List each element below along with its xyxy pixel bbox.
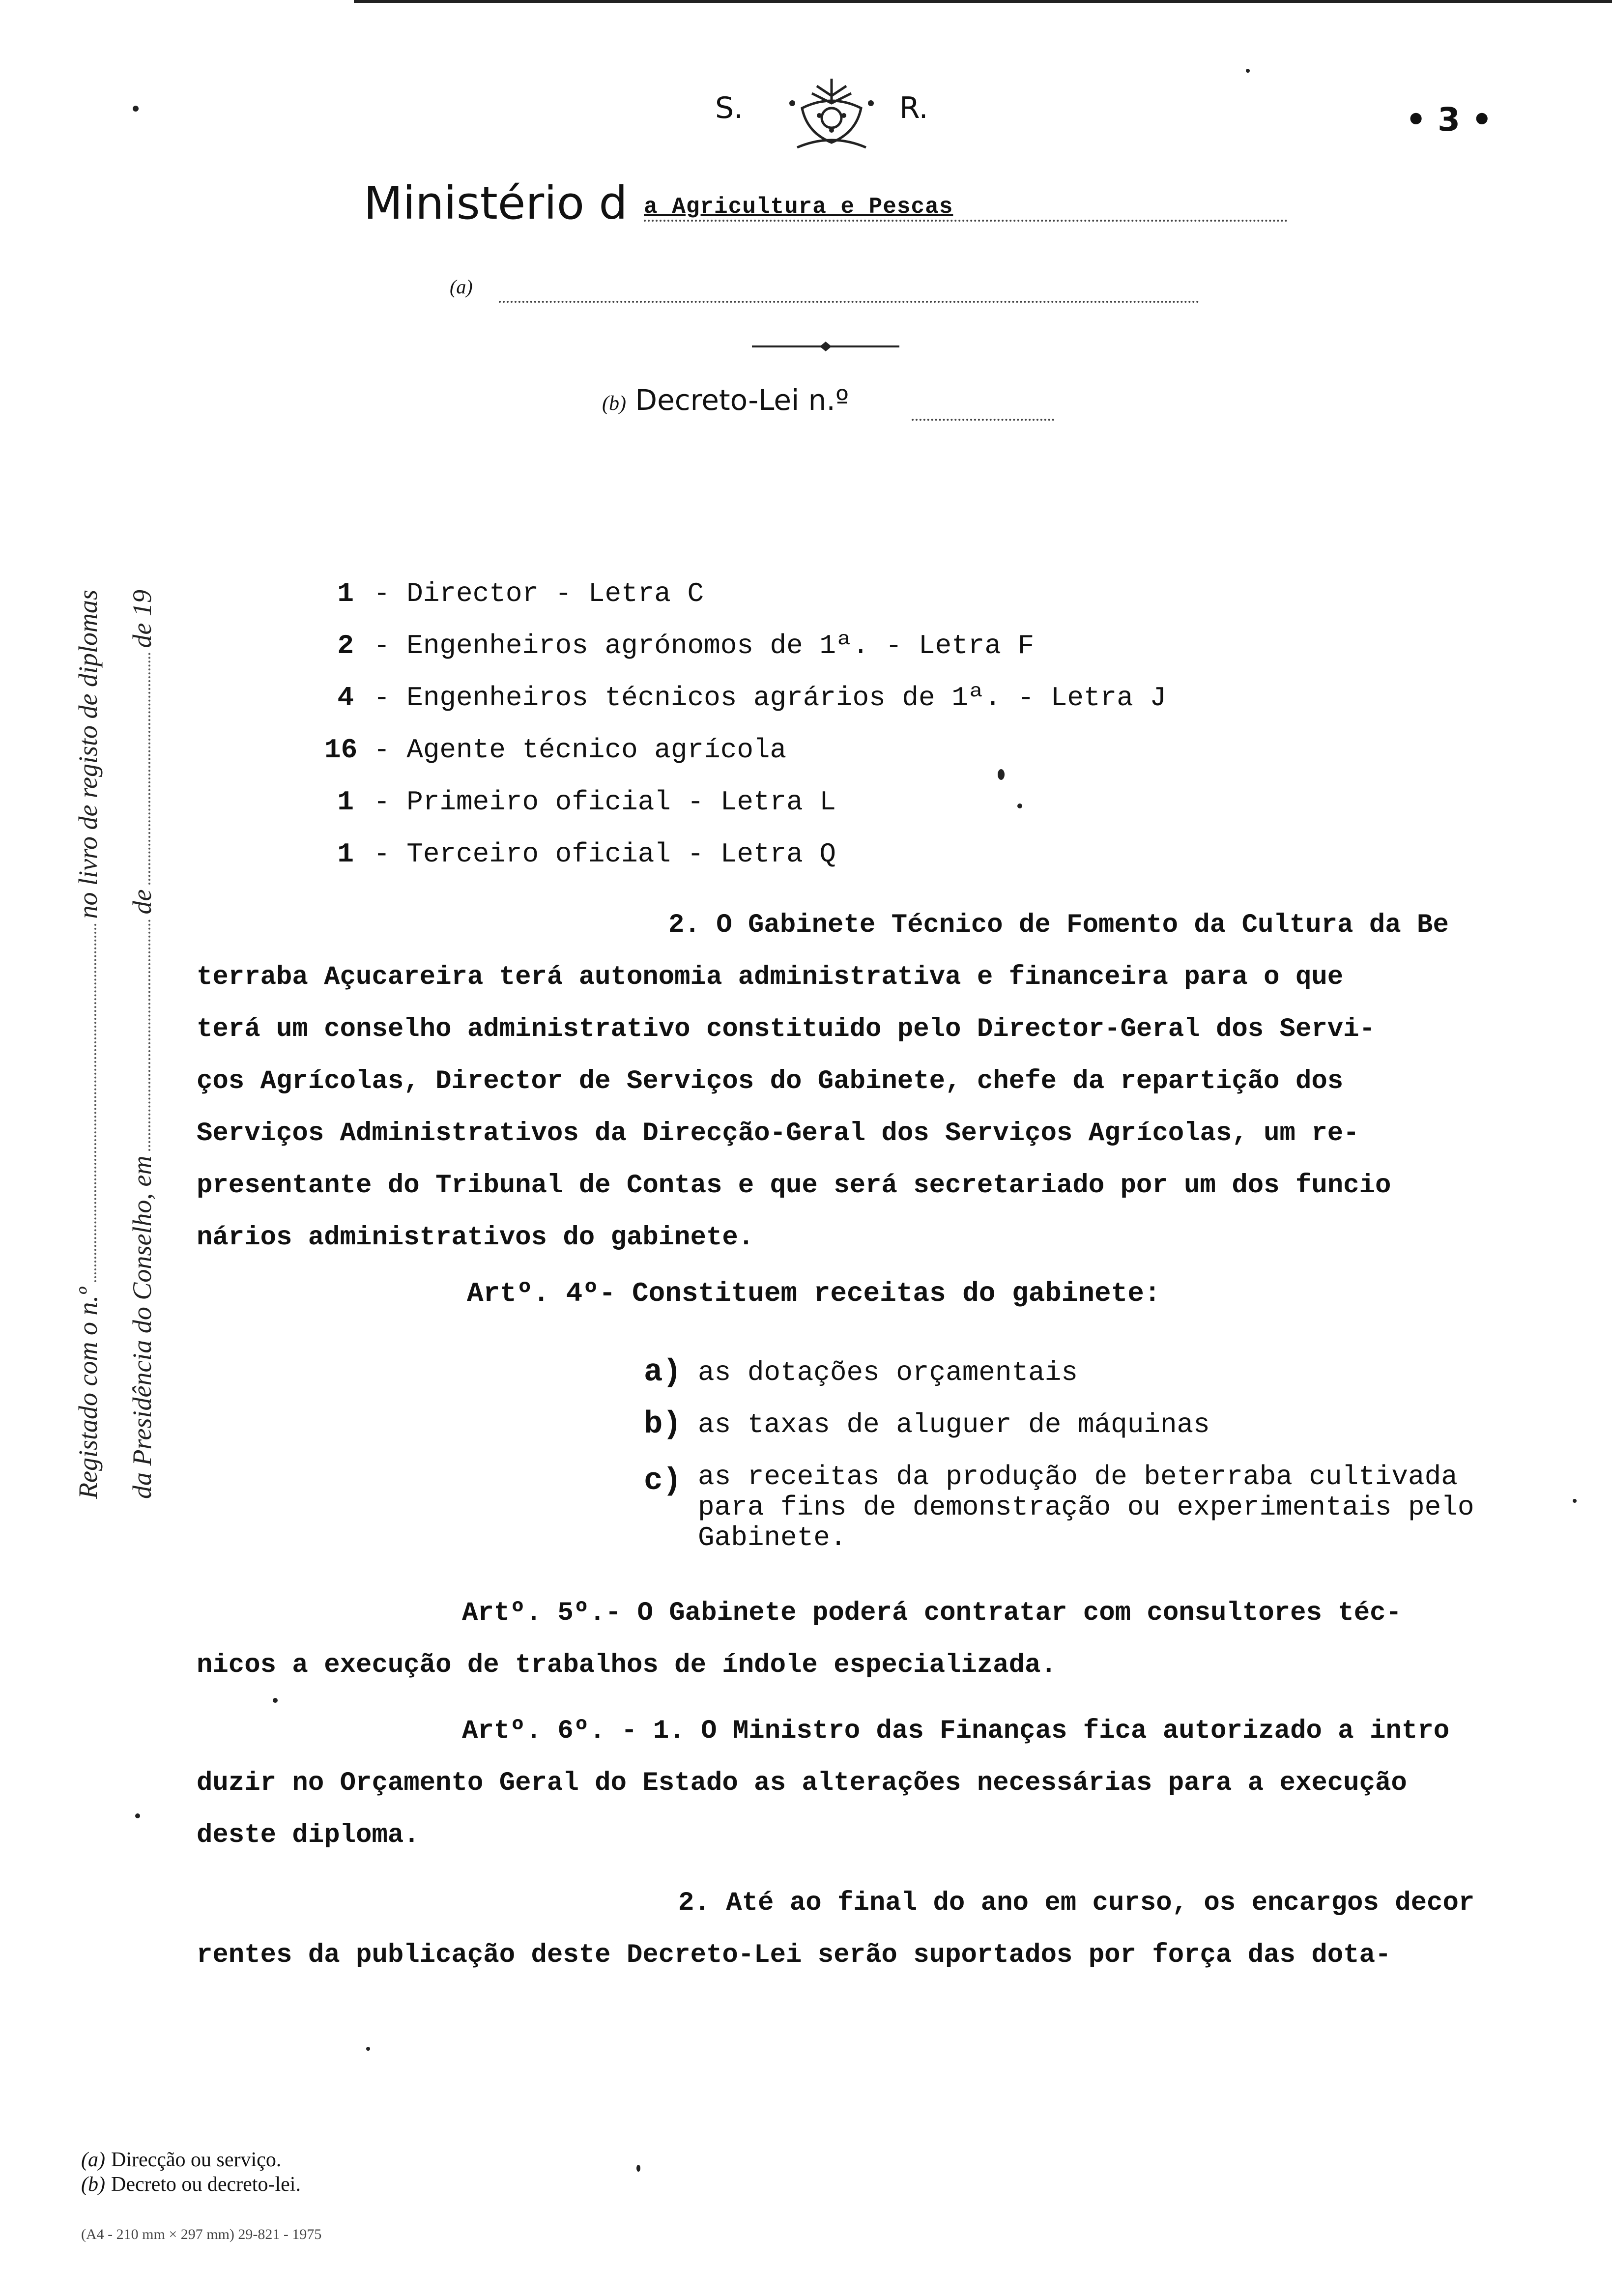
item-letter: a) xyxy=(644,1355,682,1390)
ministry-name: a Agricultura e Pescas xyxy=(644,194,1288,222)
list-item xyxy=(324,568,1307,620)
margin-de-19: de 19 xyxy=(127,589,157,648)
item-text-line: as receitas da produção de beterraba cultivada xyxy=(698,1461,1458,1492)
paragraph-line: Artº. 5º.- O Gabinete poderá contratar com consultores téc- xyxy=(462,1598,1402,1628)
decree-label-text: Decreto-Lei n.º xyxy=(635,383,849,417)
paragraph-line: presentante do Tribunal de Contas e que será secretariado por um dos funcio xyxy=(197,1171,1391,1201)
footnote-mark: (b) xyxy=(81,2173,105,2196)
paragraph-line: 2. Até ao final do ano em curso, os encargos decor xyxy=(678,1888,1475,1918)
footnote xyxy=(81,2148,301,2172)
staff-text: - Terceiro oficial - Letra Q xyxy=(374,838,836,870)
staff-qty: 1 xyxy=(337,838,354,870)
staff-text: - Engenheiros técnicos agrários de 1ª. - Letra J xyxy=(374,682,1167,714)
paragraph-line: nicos a execução de trabalhos de índole especializada. xyxy=(197,1650,1057,1680)
margin-livro: no livro de registo de diplomas xyxy=(73,590,103,919)
item-text: as taxas de aluguer de máquinas xyxy=(698,1409,1210,1440)
decree-footnote-mark: (b) xyxy=(602,392,626,415)
list-item xyxy=(324,620,1307,672)
list-item xyxy=(644,1399,1474,1451)
paragraph-line: duzir no Orçamento Geral do Estado as alterações necessárias para a execução xyxy=(197,1768,1407,1798)
list-item xyxy=(324,828,1307,880)
sr-right: R. xyxy=(899,91,928,125)
list-item xyxy=(324,672,1307,724)
paragraph-line: ços Agrícolas, Director de Serviços do Gabinete, chefe da repartição dos xyxy=(197,1066,1344,1096)
footnote xyxy=(81,2172,301,2197)
scan-speck xyxy=(273,1698,278,1703)
margin-dots xyxy=(148,919,150,1151)
paragraph-line: nários administrativos do gabinete. xyxy=(197,1223,754,1253)
margin-dots xyxy=(94,923,96,1282)
item-text-line: Gabinete. xyxy=(698,1522,847,1553)
revenue-list xyxy=(644,1347,1474,1553)
service-field-label: (a) xyxy=(450,276,473,298)
paragraph-line: Serviços Administrativos da Direcção-Geral dos Serviços Agrícolas, um re- xyxy=(197,1119,1359,1148)
paragraph-line: Artº. 6º. - 1. O Ministro das Finanças fica autorizado a intro xyxy=(462,1716,1450,1746)
list-item xyxy=(644,1462,1474,1553)
ministry-label: Ministério d xyxy=(364,177,628,230)
margin-registado: Registado com o n.º xyxy=(73,1287,103,1499)
divider-ornament-icon xyxy=(752,339,899,354)
list-item xyxy=(644,1347,1474,1399)
scan-speck xyxy=(1573,1499,1577,1503)
footnotes xyxy=(81,2148,301,2197)
staff-qty: 1 xyxy=(337,578,354,609)
service-field-line xyxy=(499,301,1199,303)
page-number: • 3 • xyxy=(1406,101,1493,139)
margin-dots xyxy=(148,653,150,884)
sr-left: S. xyxy=(715,91,744,125)
margin-row-presidencia xyxy=(103,590,157,1499)
scan-speck xyxy=(133,106,139,112)
article-4-heading: Artº. 4º- Constituem receitas do gabinete: xyxy=(467,1278,1161,1309)
coat-of-arms-icon xyxy=(782,74,881,157)
paragraph-line: rentes da publicação deste Decreto-Lei serão suportados por força das dota- xyxy=(197,1940,1391,1970)
footnote-text: Decreto ou decreto-lei. xyxy=(111,2173,301,2196)
decree-label xyxy=(602,383,849,417)
footnote-mark: (a) xyxy=(81,2149,105,2171)
article-6 xyxy=(197,1705,1449,1862)
paragraph-line: terraba Açucareira terá autonomia administrativa e financeira para o que xyxy=(197,962,1344,992)
scan-speck xyxy=(135,1813,140,1818)
decree-number-line xyxy=(912,419,1054,421)
registration-margin xyxy=(49,590,206,1523)
footnote-text: Direcção ou serviço. xyxy=(111,2149,282,2171)
staff-qty: 16 xyxy=(324,734,358,766)
scan-speck xyxy=(1017,804,1022,808)
article-5 xyxy=(197,1587,1402,1692)
paragraph-line: deste diploma. xyxy=(197,1820,420,1850)
item-letter: b) xyxy=(644,1407,682,1442)
staff-text: - Primeiro oficial - Letra L xyxy=(374,786,836,818)
paragraph-2 xyxy=(197,899,1553,1264)
article-6-paragraph-2 xyxy=(197,1877,1474,1981)
staff-text: - Director - Letra C xyxy=(374,578,704,609)
item-text-block xyxy=(698,1462,1474,1553)
scan-speck xyxy=(1246,69,1250,73)
paragraph-line: 2. O Gabinete Técnico de Fomento da Cultura da Be xyxy=(668,910,1449,940)
margin-presidencia: da Presidência do Conselho, em xyxy=(127,1155,157,1499)
list-item xyxy=(324,724,1307,776)
item-text-line: para fins de demonstração ou experimentais pelo xyxy=(698,1492,1474,1523)
staff-text: - Engenheiros agrónomos de 1ª. - Letra F xyxy=(374,630,1035,661)
margin-de: de xyxy=(127,889,157,915)
top-border-line xyxy=(354,0,1612,3)
staff-qty: 2 xyxy=(337,630,354,661)
scan-speck xyxy=(366,2047,370,2051)
paragraph-line: terá um conselho administrativo constituido pelo Director-Geral dos Servi- xyxy=(197,1014,1375,1044)
scan-speck xyxy=(998,769,1005,780)
staff-list xyxy=(324,568,1307,880)
scan-speck xyxy=(636,2165,640,2172)
list-item xyxy=(324,776,1307,828)
item-letter: c) xyxy=(644,1464,682,1499)
form-code: (A4 - 210 mm × 297 mm) 29-821 - 1975 xyxy=(81,2226,322,2242)
staff-text: - Agente técnico agrícola xyxy=(374,734,787,766)
margin-row-registo xyxy=(49,590,103,1499)
staff-qty: 4 xyxy=(337,682,354,714)
staff-qty: 1 xyxy=(337,786,354,818)
item-text: as dotações orçamentais xyxy=(698,1357,1078,1388)
